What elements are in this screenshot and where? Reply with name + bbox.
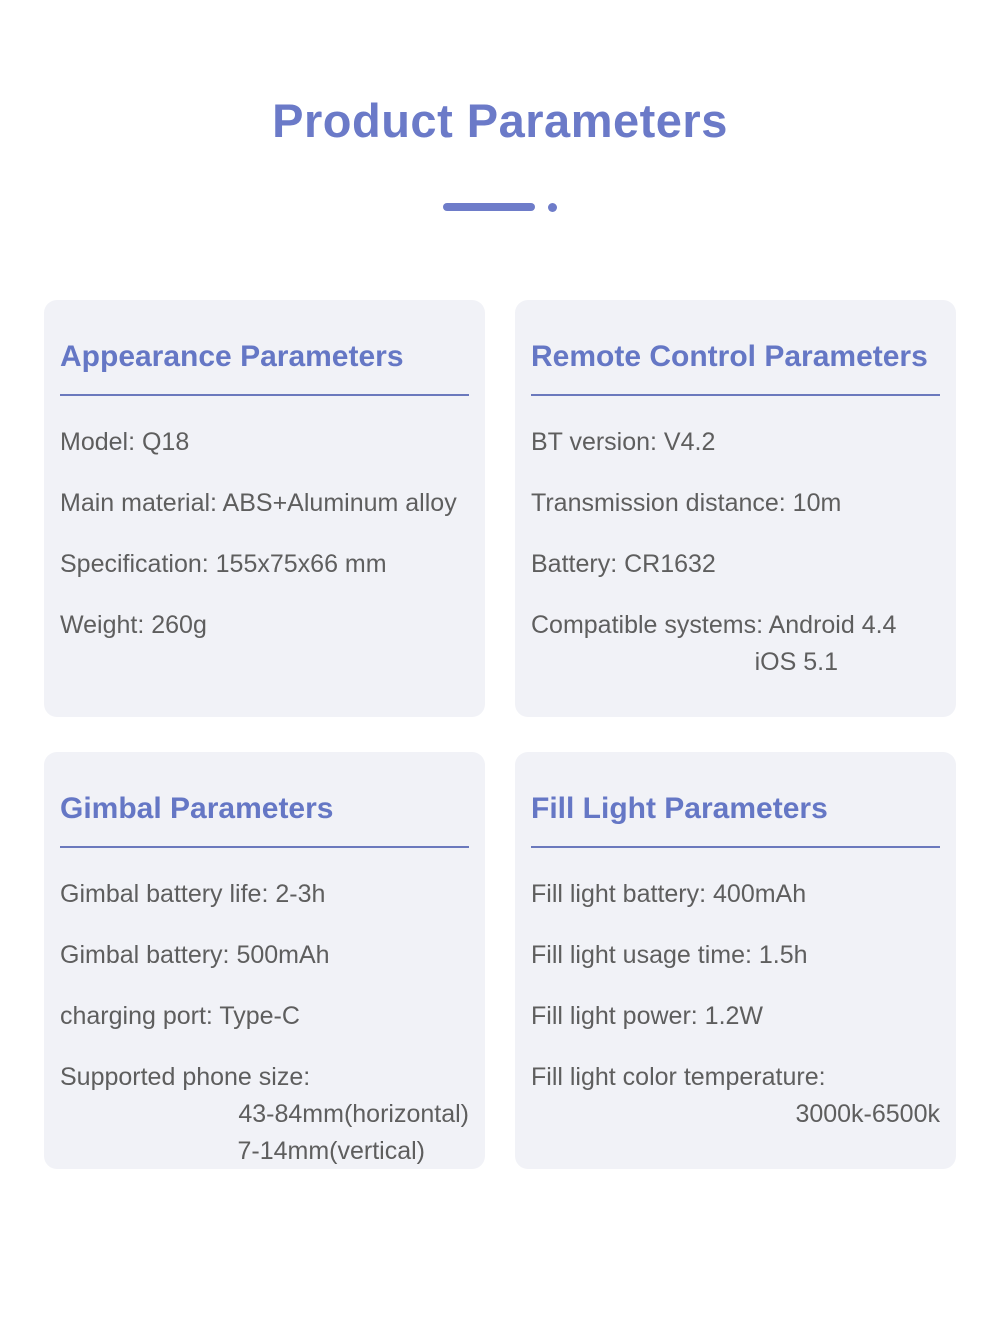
card-title-underline (531, 394, 940, 396)
spec-row: Main material: ABS+Aluminum alloy (60, 489, 457, 517)
gimbal-parameters-card (44, 752, 485, 1169)
spec-cards-grid (44, 300, 956, 1169)
card-title: Remote Control Parameters (531, 340, 928, 373)
card-title-underline (531, 846, 940, 848)
card-body (531, 427, 940, 677)
page-title: Product Parameters (272, 94, 728, 147)
spec-row: Compatible systems: Android 4.4 (531, 611, 897, 639)
card-title: Fill Light Parameters (531, 792, 828, 825)
spec-row: Supported phone size: (60, 1063, 311, 1091)
spec-row: Gimbal battery life: 2-3h (60, 880, 326, 908)
card-header (531, 752, 940, 848)
spec-row: Fill light usage time: 1.5h (531, 941, 808, 969)
spec-row: Battery: CR1632 (531, 550, 716, 578)
spec-row: Fill light power: 1.2W (531, 1002, 764, 1030)
card-title: Appearance Parameters (60, 340, 404, 373)
divider-dot-icon (548, 203, 557, 212)
remote-control-parameters-card (515, 300, 956, 717)
fill-light-parameters-card (515, 752, 956, 1169)
spec-row: Weight: 260g (60, 611, 207, 639)
card-title: Gimbal Parameters (60, 792, 334, 825)
card-header (531, 300, 940, 396)
spec-row: Specification: 155x75x66 mm (60, 550, 387, 578)
divider-bar-icon (443, 203, 535, 211)
spec-row: Gimbal battery: 500mAh (60, 941, 330, 969)
spec-row: BT version: V4.2 (531, 428, 716, 456)
spec-row-continuation: iOS 5.1 (754, 648, 838, 676)
appearance-parameters-card (44, 300, 485, 717)
spec-row-continuation: 3000k-6500k (795, 1100, 940, 1128)
card-header (60, 300, 469, 396)
title-divider (0, 203, 1000, 211)
spec-row: Model: Q18 (60, 428, 190, 456)
spec-row-continuation: 7-14mm(vertical) (237, 1137, 425, 1165)
spec-row-continuation: 43-84mm(horizontal) (238, 1100, 469, 1128)
spec-row: charging port: Type-C (60, 1002, 300, 1030)
card-title-underline (60, 394, 469, 396)
card-body (60, 879, 469, 1166)
card-body (60, 427, 469, 640)
card-header (60, 752, 469, 848)
card-title-underline (60, 846, 469, 848)
spec-row: Transmission distance: 10m (531, 489, 842, 517)
spec-row: Fill light color temperature: (531, 1063, 826, 1091)
card-body (531, 879, 940, 1129)
spec-row: Fill light battery: 400mAh (531, 880, 807, 908)
